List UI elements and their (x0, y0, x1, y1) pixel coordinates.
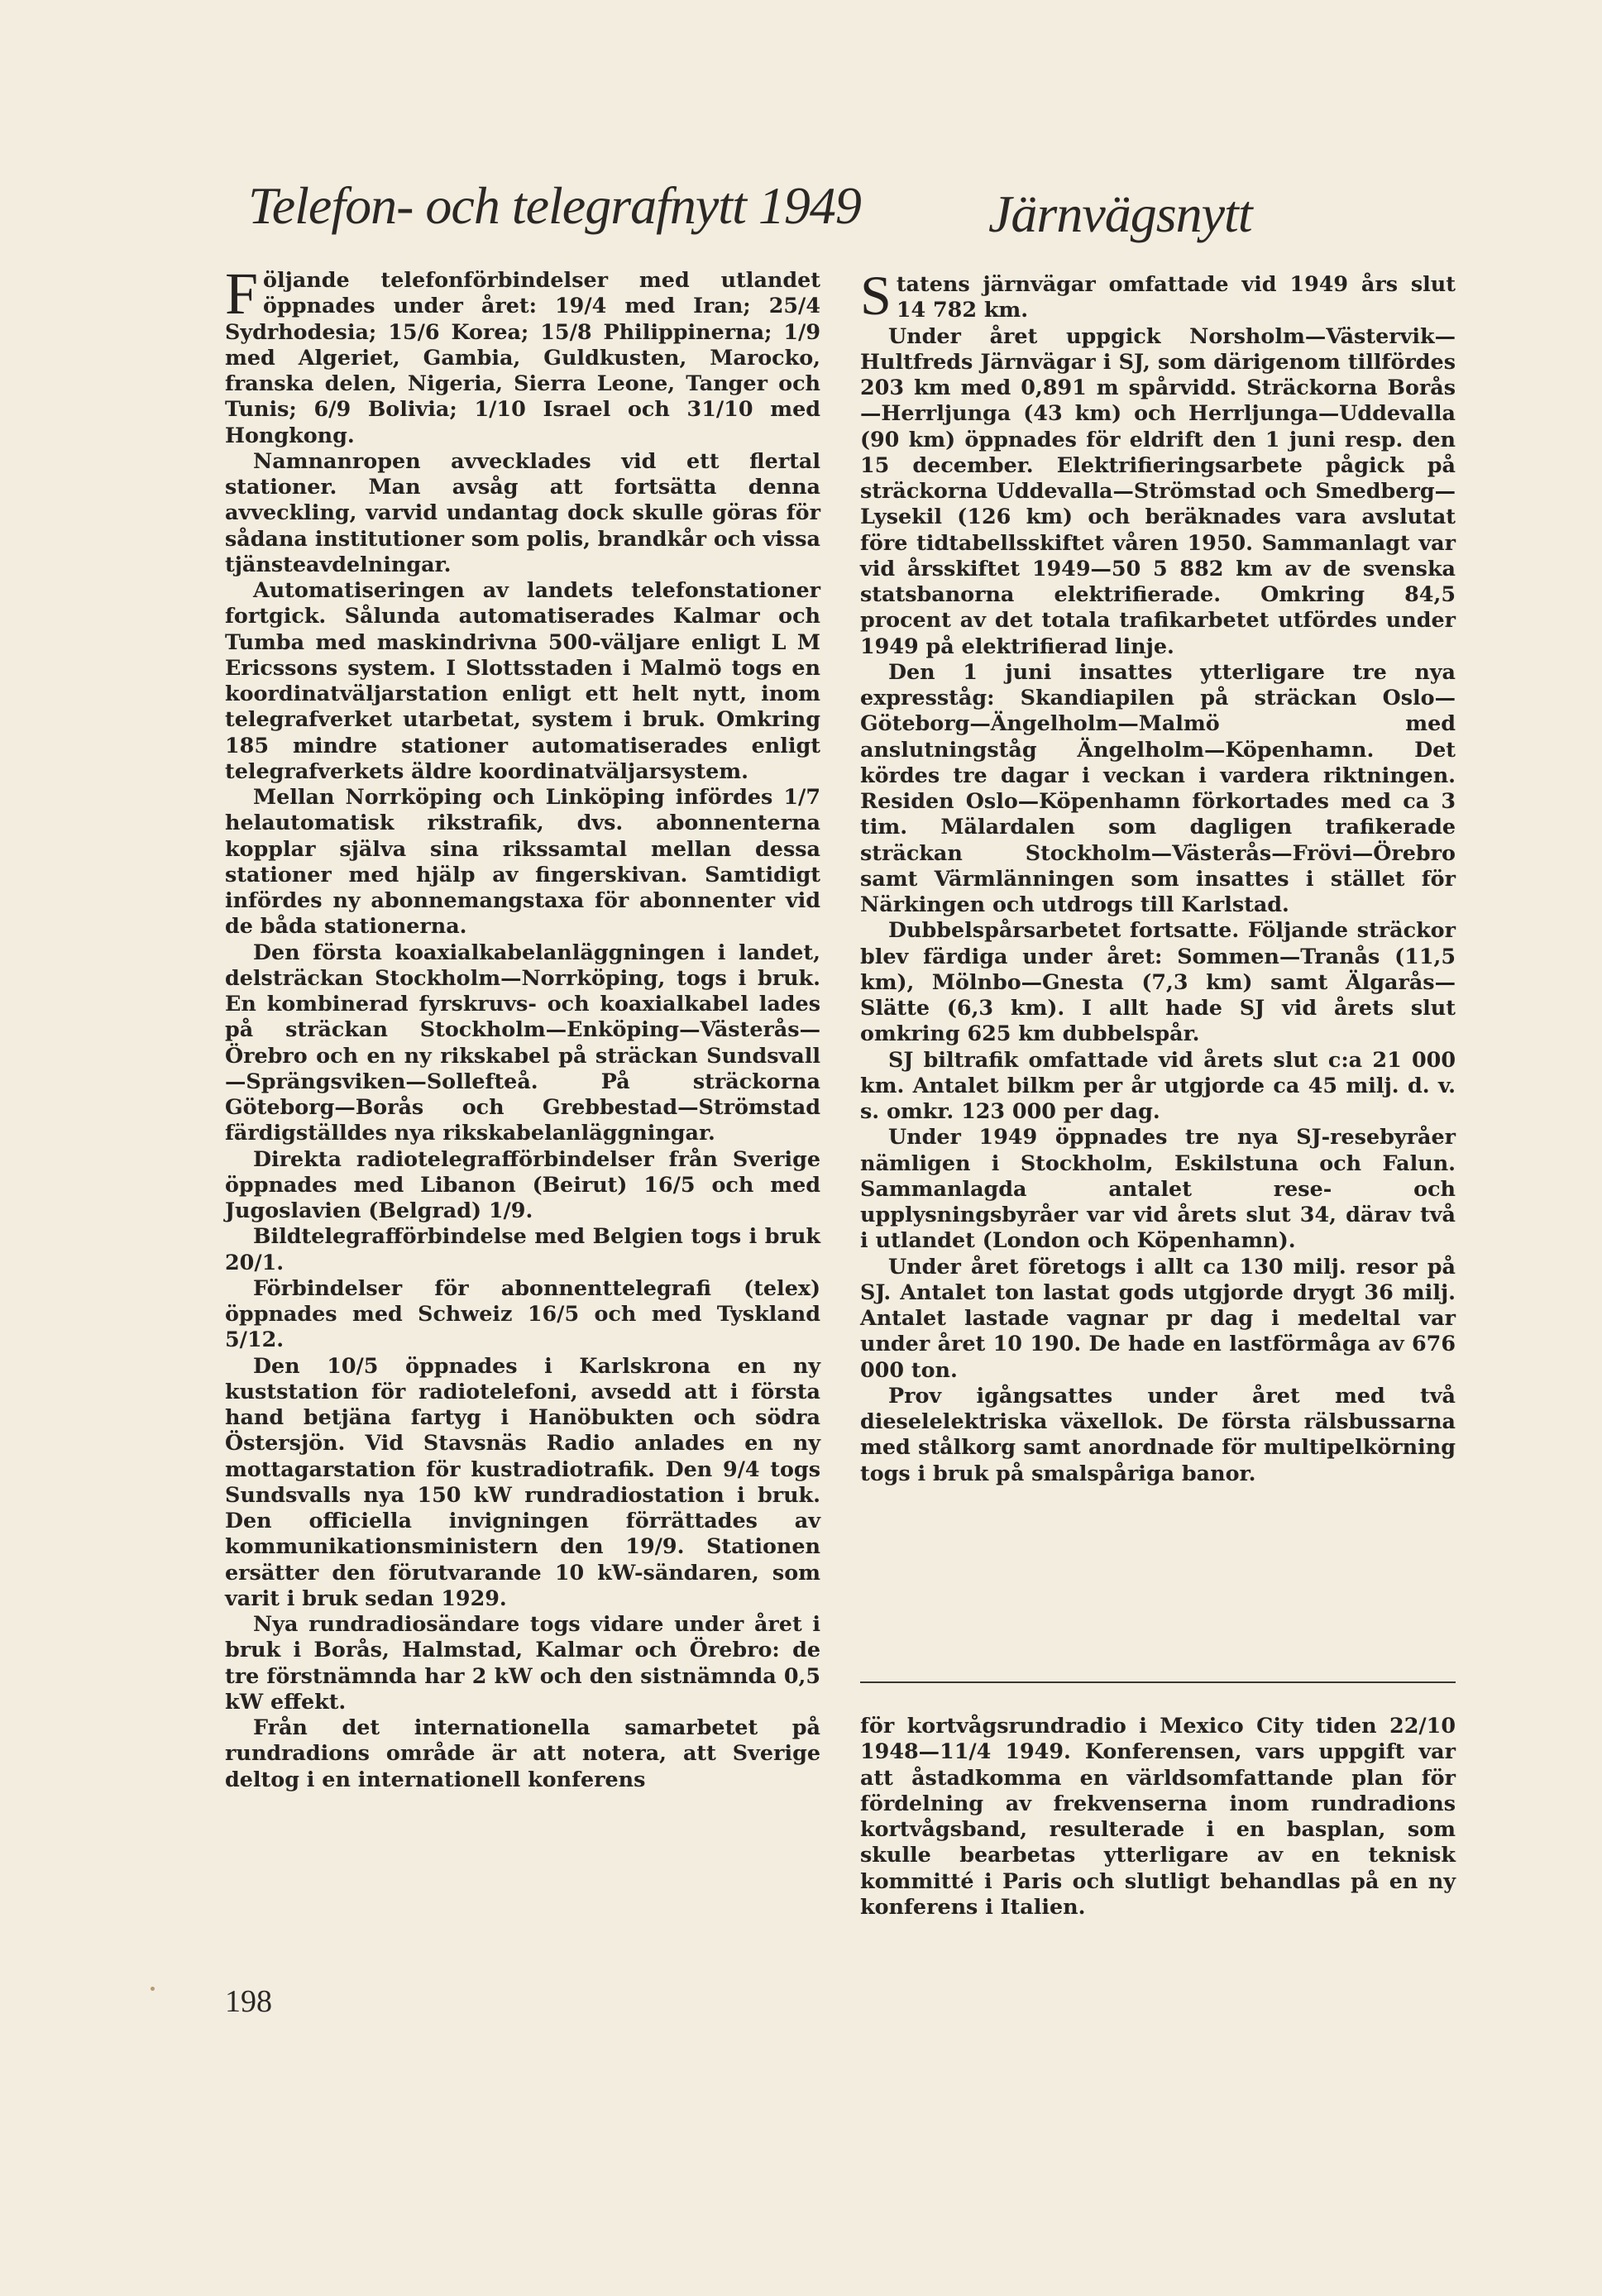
paragraph: Från det internationella samarbetet på rundradions område är att notera, att Sverige deltog i en internationell konferens (225, 1715, 820, 1791)
paragraph: Automatiseringen av landets telefonstationer fortgick. Sålunda automatiserades Kalmar och Tumba med maskindrivna 500-väljare enligt L M Ericssons system. I Slottsstaden i Malmö togs en koordinatväljarstation enligt ett helt nytt, inom telegrafverket utarbetat, system i bruk. Omkring 185 mindre stationer automatiserades enligt telegrafverkets äldre koordinatväljarsystem. (225, 577, 820, 783)
paragraph: Under året uppgick Norsholm—Västervik—Hultfreds Järnvägar i SJ, som därigenom tillfördes 203 km med 0,891 m spårvidd. Sträckorna Borås—Herrljunga (43 km) och Herrljunga—Uddevalla (90 km) öppnades för eldrift den 1 juni resp. den 15 december. Elektrifieringsarbete pågick på sträckorna Uddevalla—Strömstad och Smedberg—Lysekil (126 km) och beräknades vara avslutat före tidtabellsskiftet våren 1950. Sammanlagt var vid årsskiftet 1949—50 5 882 km av de svenska statsbanorna elektrifierade. Omkring 84,5 procent av det totala trafikarbetet utfördes under 1949 på elektrifierad linje. (860, 323, 1456, 658)
jarnvag-column (860, 264, 1456, 1486)
paragraph: SJ biltrafik omfattade vid årets slut c:a 21 000 km. Antalet bilkm per år utgjorde ca 45 milj. d. v. s. omkr. 123 000 per dag. (860, 1046, 1456, 1123)
paragraph: Den 10/5 öppnades i Karlskrona en ny kuststation för radiotelefoni, avsedd att i första hand betjäna fartyg i Hanöbukten och södra Östersjön. Vid Stavsnäs Radio anlades en ny mottagarstation för kustradiotrafik. Den 9/4 togs Sundsvalls nya 150 kW rundradiostation i bruk. Den officiella invigningen förrättades av kommunikationsministern den 19/9. Stationen ersätter den förutvarande 10 kW-sändaren, som varit i bruk sedan 1929. (225, 1352, 820, 1610)
continuation-paragraph: för kortvågsrundradio i Mexico City tiden 22/10 1948—11/4 1949. Konferensen, vars uppgift var att åstadkomma en världsomfattande plan för fördelning av frekvenserna inom rundradions kortvågsband, resulterade i en basplan, som skulle bearbetas ytterligare av en teknisk kommitté i Paris och slutligt behandlas på en ny konferens i Italien. (860, 1713, 1456, 1919)
paragraph: Den 1 juni insattes ytterligare tre nya expresståg: Skandiapilen på sträckan Oslo—Göteborg—Ängelholm—Malmö med anslutningståg Ängelholm—Köpenhamn. Det kördes tre dagar i veckan i vardera riktningen. Residen Oslo—Köpenhamn förkortades med ca 3 tim. Mälardalen som dagligen trafikerade sträckan Stockholm—Västerås—Frövi—Örebro samt Värmlänningen som insattes i stället för Närkingen och utdrogs till Karlstad. (860, 658, 1456, 916)
page-number: 198 (225, 1984, 272, 2019)
telefon-telegraf-heading: Telefon- och telegrafnytt 1949 (248, 176, 861, 235)
continuation-column (860, 1713, 1456, 1920)
paragraph: Namnanropen avvecklades vid ett flertal stationer. Man avsåg att fortsätta denna avveckling, varvid undantag dock skulle göras för sådana institutioner som polis, brandkår och vissa tjänsteavdelningar. (225, 447, 820, 576)
paragraph (860, 264, 1456, 327)
paragraph: Förbindelser för abonnenttelegrafi (telex) öppnades med Schweiz 16/5 och med Tyskland 5/12. (225, 1275, 820, 1352)
paragraph: Prov igångsattes under året med två dieselelektriska växellok. De första rälsbussarna med stålkorg samt anordnade för multipelkörning togs i bruk på smalspåriga banor. (860, 1382, 1456, 1485)
paragraph: Dubbelspårsarbetet fortsatte. Följande sträckor blev färdiga under året: Sommen—Tranås (11,5 km), Mölnbo—Gnesta (7,3 km) samt Älgarås—Slätte (6,3 km). I allt hade SJ vid årets slut omkring 625 km dubbelspår. (860, 917, 1456, 1046)
paragraph: Under 1949 öppnades tre nya SJ-resebyråer nämligen i Stockholm, Eskilstuna och Falun. Sammanlagda antalet rese- och upplysningsbyråer var vid årets slut 34, därav två i utlandet (London och Köpenhamn). (860, 1124, 1456, 1253)
paragraph: Den första koaxialkabelanläggningen i landet, delsträckan Stockholm—Norrköping, togs i bruk. En kombinerad fyrskruvs- och koaxialkabel lades på sträckan Stockholm—Enköping—Västerås—Örebro och en ny rikskabel på sträckan Sundsvall—Sprängsviken—Sollefteå. På sträckorna Göteborg—Borås och Grebbestad—Strömstad färdigställdes nya rikskabelanläggningar. (225, 939, 820, 1146)
section-divider (860, 1681, 1456, 1683)
drop-cap: F (225, 261, 259, 327)
paper-speck (151, 1987, 155, 1991)
telefon-telegraf-column (225, 261, 820, 1792)
paragraph: Mellan Norrköping och Linköping infördes 1/7 helautomatisk rikstrafik, dvs. abonnenterna kopplar själva sina rikssamtal mellan dessa stationer med hjälp av fingerskivan. Samtidigt infördes ny abonnemangstaxa för abonnenter vid de båda stationerna. (225, 784, 820, 939)
jarnvag-heading: Järnvägsnytt (988, 184, 1252, 243)
paragraph: Under året företogs i allt ca 130 milj. resor på SJ. Antalet ton lastat gods utgjorde drygt 36 milj. Antalet lastade vagnar pr dag i medeltal var under året 10 190. De hade en lastförmåga av 676 000 ton. (860, 1253, 1456, 1382)
drop-cap: S (860, 264, 892, 327)
paragraph: Direkta radiotelegrafförbindelser från Sverige öppnades med Libanon (Beirut) 16/5 och med Jugoslavien (Belgrad) 1/9. (225, 1146, 820, 1222)
paragraph: Bildtelegrafförbindelse med Belgien togs i bruk 20/1. (225, 1223, 820, 1275)
paragraph-text: öljande telefonförbindelser med utlandet öppnades under året: 19/4 med Iran; 25/4 Sydrhodesia; 15/6 Korea; 15/8 Philippinerna; 1/9 med Algeriet, Gambia, Guldkusten, Marocko, franska delen, Nigeria, Sierra Leone, Tanger och Tunis; 6/9 Bolivia; 1/10 Israel och 31/10 med Hongkong. (225, 267, 820, 447)
paragraph: Nya rundradiosändare togs vidare under året i bruk i Borås, Halmstad, Kalmar och Örebro: de tre förstnämnda har 2 kW och den sistnämnda 0,5 kW effekt. (225, 1611, 820, 1714)
paragraph (225, 261, 820, 448)
paragraph-text: tatens järnvägar omfattade vid 1949 års slut 14 782 km. (896, 271, 1456, 323)
